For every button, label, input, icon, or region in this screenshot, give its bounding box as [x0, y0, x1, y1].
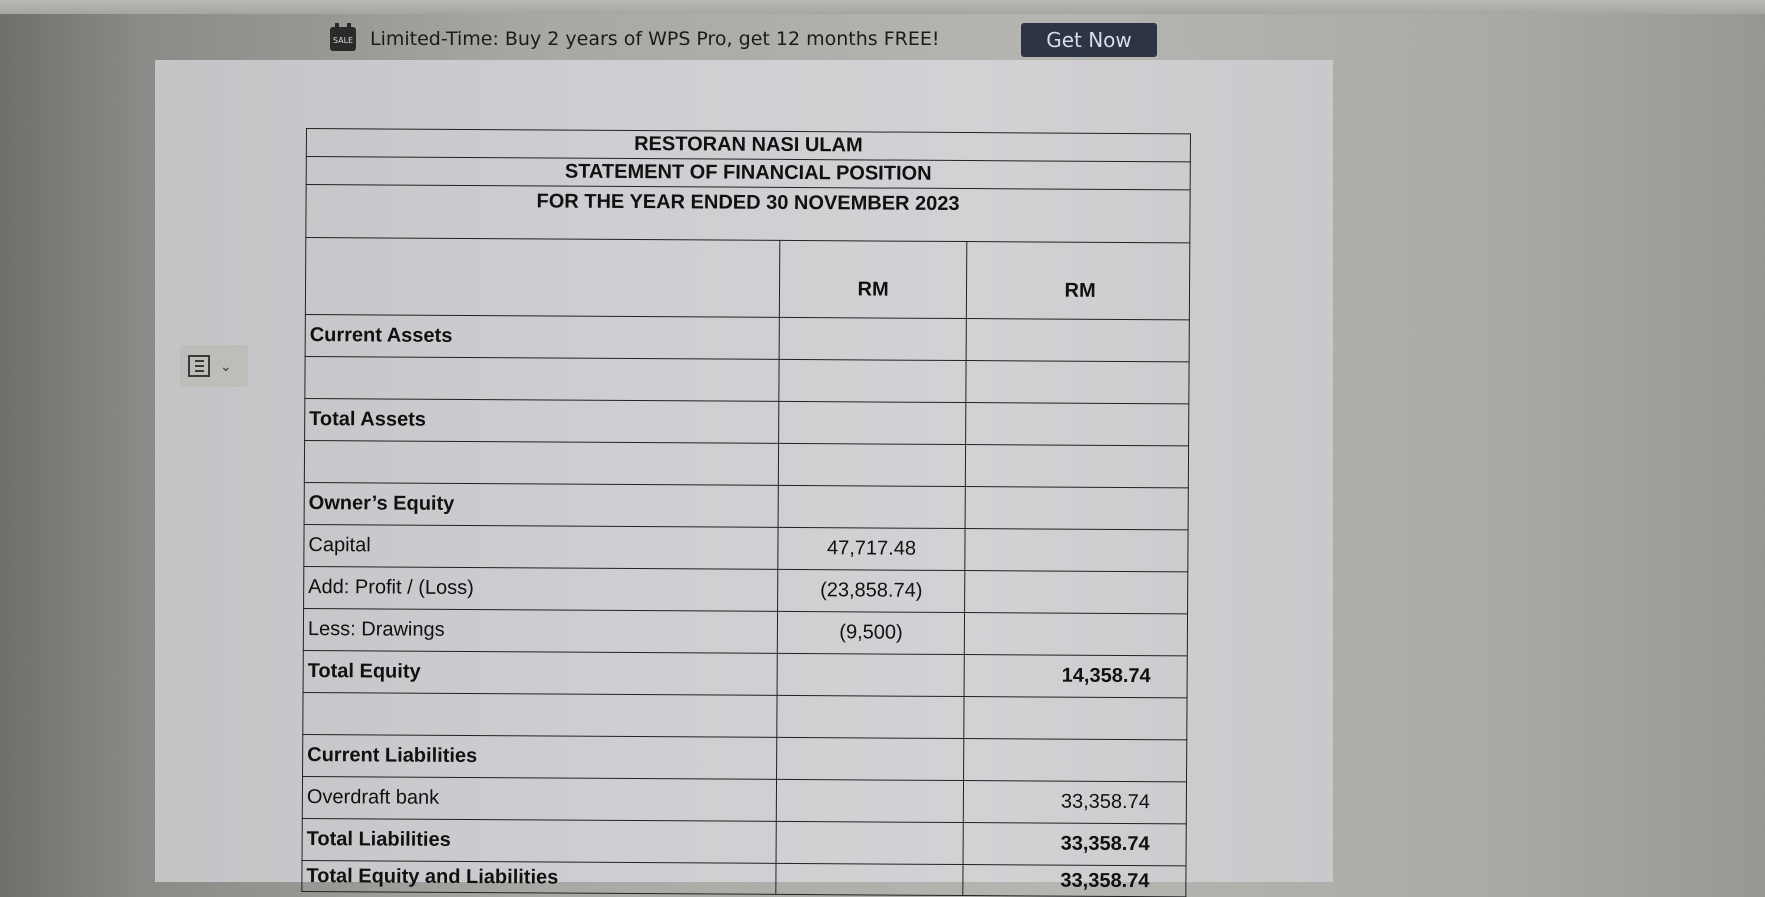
- table-row: [305, 356, 1189, 403]
- table-row: [302, 818, 1186, 865]
- row-label-cell[interactable]: [305, 356, 779, 401]
- table-row: [304, 524, 1188, 571]
- outline-toggle-button[interactable]: [180, 345, 248, 387]
- total-cell[interactable]: [965, 529, 1188, 572]
- total-cell[interactable]: 33,358.74: [963, 823, 1186, 866]
- total-cell[interactable]: [965, 487, 1188, 530]
- amount-cell[interactable]: 47,717.48: [778, 527, 966, 570]
- table-row: [302, 776, 1186, 823]
- row-label-cell[interactable]: Capital: [304, 524, 778, 569]
- total-cell[interactable]: [966, 319, 1189, 362]
- column-header-rm: RM: [967, 242, 1190, 320]
- amount-cell[interactable]: [777, 653, 965, 696]
- amount-cell[interactable]: [776, 863, 963, 895]
- row-label-cell[interactable]: Add: Profit / (Loss): [304, 566, 778, 611]
- row-label-cell[interactable]: Less: Drawings: [303, 608, 777, 653]
- company-name: RESTORAN NASI ULAM: [306, 129, 1190, 162]
- get-now-button[interactable]: Get Now: [1021, 23, 1157, 57]
- table-row: [305, 398, 1189, 445]
- total-cell[interactable]: [966, 403, 1189, 446]
- calendar-icon: SALE: [330, 27, 356, 51]
- table-row: [302, 860, 1186, 896]
- row-label-cell[interactable]: Overdraft bank: [302, 776, 776, 821]
- table-row: [304, 440, 1188, 487]
- statement-table: [301, 128, 1191, 897]
- amount-cell[interactable]: [776, 779, 964, 822]
- total-cell[interactable]: [965, 613, 1188, 656]
- column-header-rm: RM: [779, 240, 967, 318]
- amount-cell[interactable]: [776, 821, 964, 864]
- table-row: [304, 482, 1188, 529]
- total-cell[interactable]: [964, 697, 1187, 740]
- window-top-strip: [0, 0, 1765, 14]
- table-row: [305, 314, 1189, 361]
- chevron-down-icon: ⌄: [220, 357, 232, 374]
- row-label-cell[interactable]: Total Equity and Liabilities: [302, 860, 776, 894]
- row-label-cell[interactable]: Total Assets: [305, 398, 779, 443]
- table-row: [304, 566, 1188, 613]
- table-row: [303, 650, 1187, 697]
- total-cell[interactable]: [965, 571, 1188, 614]
- total-cell[interactable]: [964, 739, 1187, 782]
- amount-cell[interactable]: [778, 443, 966, 486]
- statement-title: STATEMENT OF FINANCIAL POSITION: [306, 157, 1190, 190]
- total-cell[interactable]: [966, 445, 1189, 488]
- amount-cell[interactable]: [779, 317, 967, 360]
- promo-text: Limited-Time: Buy 2 years of WPS Pro, get 12 months FREE!: [370, 28, 940, 50]
- amount-cell[interactable]: [779, 401, 967, 444]
- total-cell[interactable]: 14,358.74: [964, 655, 1187, 698]
- header-blank-cell: [305, 238, 779, 318]
- table-row: [303, 608, 1187, 655]
- amount-cell[interactable]: [776, 737, 964, 780]
- title-row: [306, 185, 1190, 243]
- amount-cell[interactable]: [778, 485, 966, 528]
- row-label-cell[interactable]: Current Assets: [305, 314, 779, 359]
- financial-statement: [301, 128, 1191, 897]
- row-label-cell[interactable]: [304, 440, 778, 485]
- table-row: [303, 692, 1187, 739]
- amount-cell[interactable]: (23,858.74): [778, 569, 966, 612]
- row-label-cell[interactable]: Total Liabilities: [302, 818, 776, 863]
- header-row: [305, 238, 1189, 320]
- row-label-cell[interactable]: Total Equity: [303, 650, 777, 695]
- amount-cell[interactable]: (9,500): [777, 611, 965, 654]
- total-cell[interactable]: [966, 361, 1189, 404]
- statement-period: FOR THE YEAR ENDED 30 NOVEMBER 2023: [306, 185, 1190, 243]
- table-row: [303, 734, 1187, 781]
- amount-cell[interactable]: [777, 695, 965, 738]
- total-cell[interactable]: 33,358.74: [963, 781, 1186, 824]
- outline-list-icon: [188, 355, 210, 377]
- row-label-cell[interactable]: Current Liabilities: [303, 734, 777, 779]
- total-cell[interactable]: 33,358.74: [963, 865, 1186, 897]
- amount-cell[interactable]: [779, 359, 967, 402]
- row-label-cell[interactable]: Owner’s Equity: [304, 482, 778, 527]
- row-label-cell[interactable]: [303, 692, 777, 737]
